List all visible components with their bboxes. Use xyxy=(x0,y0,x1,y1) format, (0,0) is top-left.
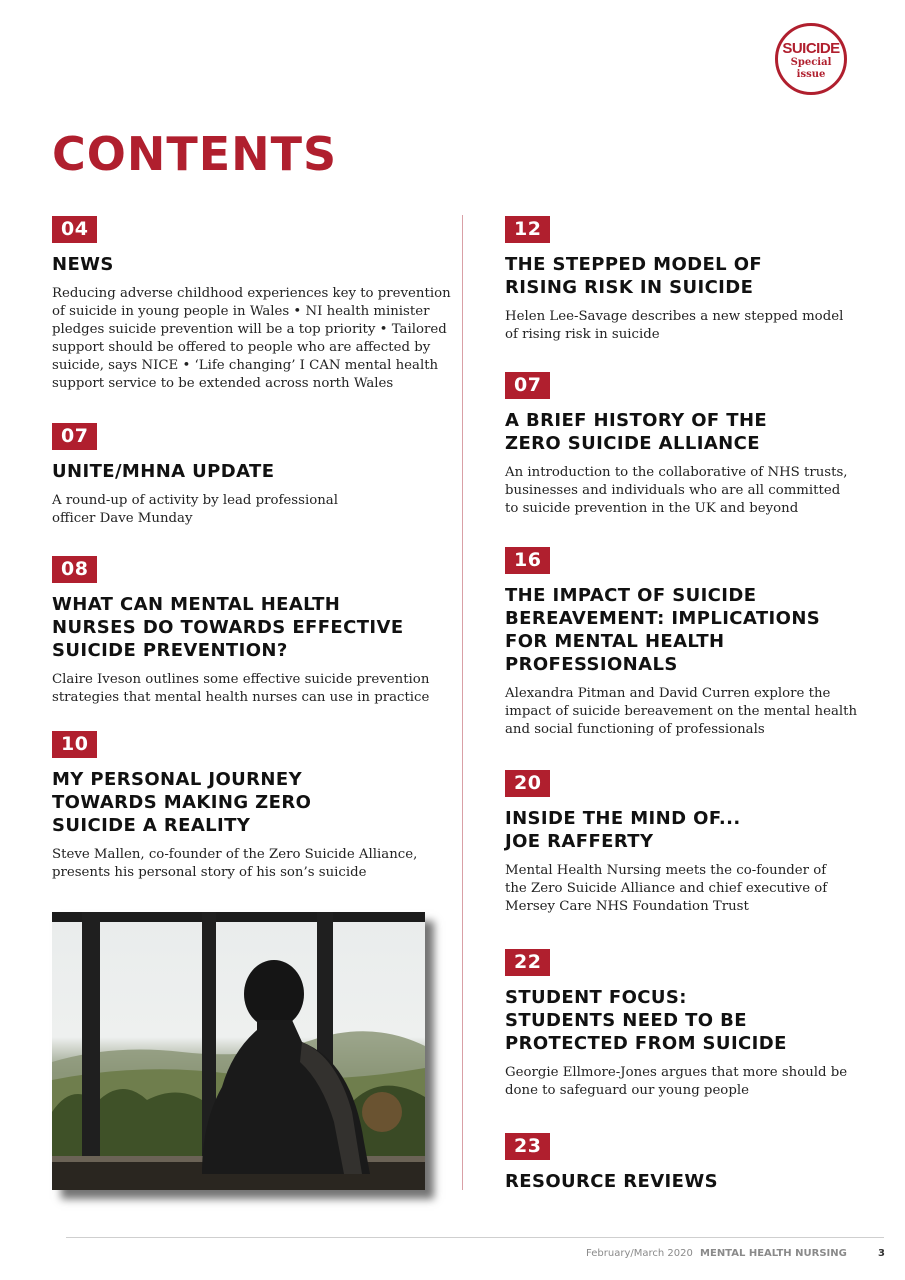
entry-heading: RESOURCE REVIEWS xyxy=(505,1171,718,1192)
entry-description: Georgie Ellmore-Jones argues that more should be done to safeguard our young people xyxy=(505,1065,848,1098)
contents-entry-suicide-prevention[interactable] xyxy=(52,556,452,707)
entry-description: Claire Iveson outlines some effective suicide prevention strategies that mental health nurses can use in practice xyxy=(52,672,430,705)
entry-heading: WHAT CAN MENTAL HEALTH NURSES DO TOWARDS EFFECTIVE SUICIDE PREVENTION? xyxy=(52,594,404,661)
page-number-badge: 16 xyxy=(505,547,550,574)
entry-heading: STUDENT FOCUS: STUDENTS NEED TO BE PROTECTED FROM SUICIDE xyxy=(505,987,787,1054)
contents-entry-unite-update[interactable] xyxy=(52,423,452,528)
page-number-badge: 12 xyxy=(505,216,550,243)
page-number-badge: 22 xyxy=(505,949,550,976)
entry-heading: THE STEPPED MODEL OF RISING RISK IN SUICIDE xyxy=(505,254,763,298)
footer-date: February/March 2020 xyxy=(586,1248,693,1259)
page-number-badge: 04 xyxy=(52,216,97,243)
badge-subtitle-2: issue xyxy=(796,69,826,80)
entry-description: Reducing adverse childhood experiences key to prevention of suicide in young people in Wales • NI health minister pledges suicide prevention will be a top priority • Tailored support should be offered to people who are affected by suicide, says NICE • ‘Life changing’ I CAN mental health support service to be extended across north Wales xyxy=(52,286,451,391)
entry-heading: THE IMPACT OF SUICIDE BEREAVEMENT: IMPLICATIONS FOR MENTAL HEALTH PROFESSIONALS xyxy=(505,585,821,675)
entry-description: Helen Lee-Savage describes a new stepped model of rising risk in suicide xyxy=(505,309,844,342)
contents-entry-student-focus[interactable] xyxy=(505,949,865,1100)
entry-description: Alexandra Pitman and David Curren explore the impact of suicide bereavement on the mental health and social functioning of professionals xyxy=(505,686,858,737)
page-footer xyxy=(586,1248,885,1259)
window-silhouette-image xyxy=(52,912,425,1190)
entry-description: An introduction to the collaborative of NHS trusts, businesses and individuals who are all committed to suicide prevention in the UK and beyond xyxy=(505,465,848,516)
entry-description: Steve Mallen, co-founder of the Zero Suicide Alliance, presents his personal story of his son’s suicide xyxy=(52,847,418,880)
page-number-badge: 10 xyxy=(52,731,97,758)
column-divider xyxy=(462,215,463,1190)
entry-heading: MY PERSONAL JOURNEY TOWARDS MAKING ZERO SUICIDE A REALITY xyxy=(52,769,312,836)
entry-description: A round-up of activity by lead professional officer Dave Munday xyxy=(52,493,338,526)
page-number-badge: 08 xyxy=(52,556,97,583)
page-number-badge: 20 xyxy=(505,770,550,797)
contents-entry-resource-reviews[interactable] xyxy=(505,1133,865,1193)
contents-entry-zero-suicide-history[interactable] xyxy=(505,372,865,518)
page-number-badge: 07 xyxy=(52,423,97,450)
footer-magazine-name: MENTAL HEALTH NURSING xyxy=(700,1248,847,1259)
entry-heading: INSIDE THE MIND OF... JOE RAFFERTY xyxy=(505,808,741,852)
silhouette-photo xyxy=(52,912,425,1190)
badge-subtitle-1: Special xyxy=(790,57,832,68)
entry-heading: NEWS xyxy=(52,254,114,275)
contents-entry-suicide-bereavement[interactable] xyxy=(505,547,875,739)
badge-title: SUICIDE xyxy=(782,40,840,57)
contents-entry-personal-journey[interactable] xyxy=(52,731,452,882)
footer-page-number: 3 xyxy=(878,1248,885,1259)
entry-heading: UNITE/MHNA UPDATE xyxy=(52,461,275,482)
page-number-badge: 23 xyxy=(505,1133,550,1160)
page-title: CONTENTS xyxy=(52,127,338,181)
footer-rule xyxy=(66,1237,884,1238)
contents-entry-news[interactable] xyxy=(52,216,452,393)
entry-description: Mental Health Nursing meets the co-founder of the Zero Suicide Alliance and chief executive of Mersey Care NHS Foundation Trust xyxy=(505,863,828,914)
page-number-badge: 07 xyxy=(505,372,550,399)
special-issue-badge xyxy=(775,23,847,95)
entry-heading: A BRIEF HISTORY OF THE ZERO SUICIDE ALLIANCE xyxy=(505,410,768,454)
contents-entry-stepped-model[interactable] xyxy=(505,216,865,344)
contents-entry-inside-the-mind[interactable] xyxy=(505,770,865,916)
